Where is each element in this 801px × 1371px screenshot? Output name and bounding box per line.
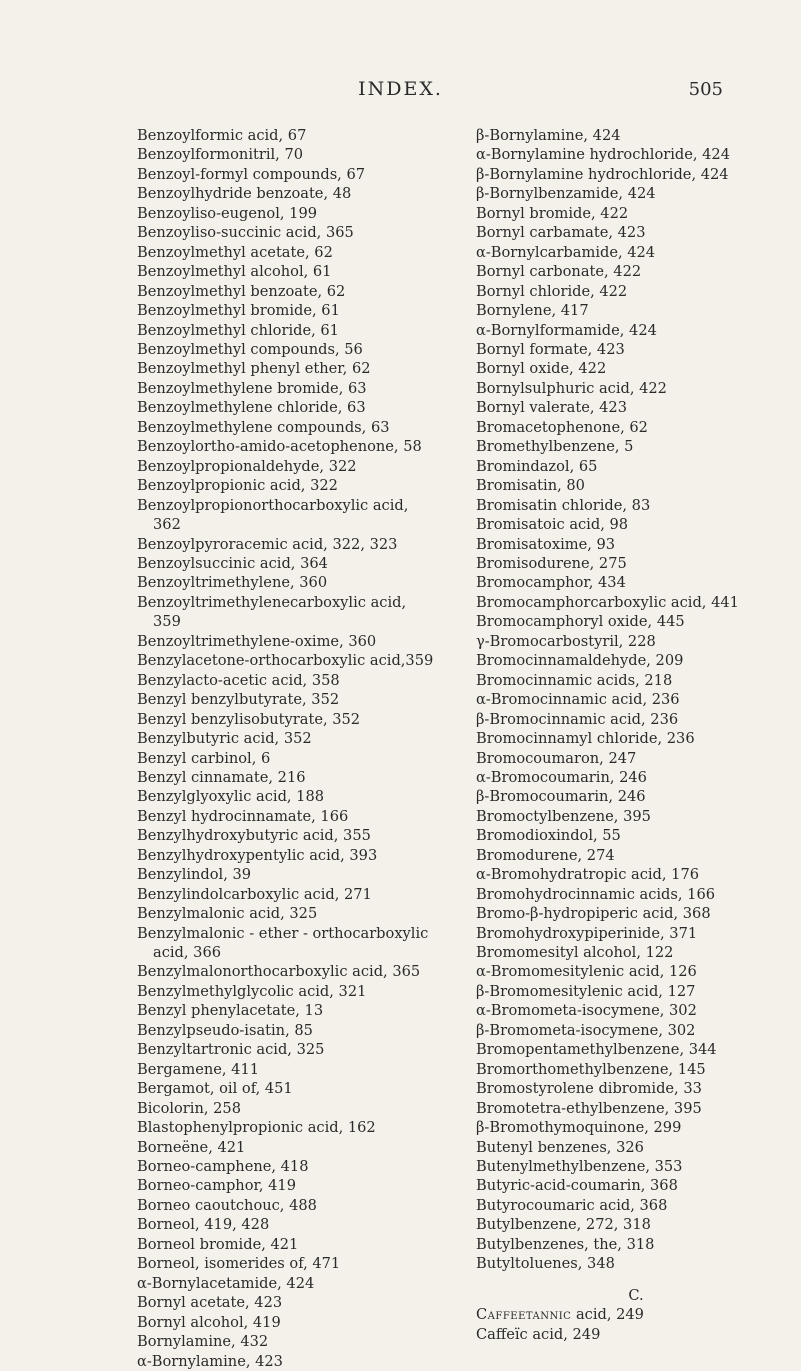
index-entry: Bromohydrocinnamic acids, 166 (476, 885, 716, 903)
index-entry: Benzylacto-acetic acid, 358 (137, 671, 340, 689)
index-entry: Bromisodurene, 275 (476, 554, 627, 572)
index-entry: 362 (153, 516, 181, 534)
index-entry: Benzoyltrimethylenecarboxylic acid, (137, 593, 407, 611)
index-entry: Bromisatin chloride, 83 (476, 496, 651, 514)
index-entry: Bromisatoxime, 93 (476, 535, 616, 553)
index-entry: Benzoyl-formyl compounds, 67 (137, 165, 366, 183)
index-entry: α-Bromocoumarin, 246 (476, 768, 647, 786)
index-entry: Benzoylhydride benzoate, 48 (137, 185, 352, 203)
right-entries-list (476, 126, 796, 1274)
left-index-column (137, 126, 467, 1371)
index-entry: Benzylmethylglycolic acid, 321 (137, 982, 367, 1000)
index-entry-rest: acid, 249 (571, 1306, 644, 1324)
index-entry: Benzyl benzylbutyrate, 352 (137, 691, 340, 709)
index-entry: Bromocinnamaldehyde, 209 (476, 652, 684, 670)
index-entry: Butyrocoumaric acid, 368 (476, 1196, 668, 1214)
index-entry: Bromindazol, 65 (476, 457, 598, 475)
index-entry: α-Bornylformamide, 424 (476, 321, 657, 339)
index-entry: Benzoyliso-succinic acid, 365 (137, 224, 354, 242)
index-entry: Bornyl carbonate, 422 (476, 263, 642, 281)
index-entry: Bromocamphorcarboxylic acid, 441 (476, 593, 739, 611)
index-entry: Borneol, isomerides of, 471 (137, 1255, 341, 1273)
index-entry: Benzoylmethyl benzoate, 62 (137, 282, 346, 300)
index-entry: Benzylmalonic - ether - orthocarboxylic (137, 924, 429, 942)
index-entry: Borneo-camphor, 419 (137, 1177, 296, 1195)
index-entry: Bromacetophenone, 62 (476, 418, 648, 436)
index-entry: Bromisatoic acid, 98 (476, 516, 629, 534)
index-entry: Bornyl bromide, 422 (476, 204, 629, 222)
index-entry: Benzoylpyroracemic acid, 322, 323 (137, 535, 398, 553)
index-entry: Benzoylformic acid, 67 (137, 127, 307, 144)
index-entry: Benzoylmethylene chloride, 63 (137, 399, 366, 417)
index-entry: α-Bornylacetamide, 424 (137, 1274, 315, 1292)
index-entry: Benzoylmethylene bromide, 63 (137, 379, 367, 397)
index-entry: Bromoctylbenzene, 395 (476, 807, 651, 825)
index-entry: Benzyl carbinol, 6 (137, 749, 271, 767)
index-entry: Borneo caoutchouc, 488 (137, 1196, 317, 1214)
index-entry: γ-Bromocarbostyril, 228 (476, 632, 656, 650)
index-entry: Bornyl carbamate, 423 (476, 224, 646, 242)
index-entry: Benzylhydroxypentylic acid, 393 (137, 846, 378, 864)
index-entry: Benzoyltrimethylene, 360 (137, 574, 328, 592)
index-entry: Bornyl acetate, 423 (137, 1294, 283, 1312)
index-entry: Butenylmethylbenzene, 353 (476, 1158, 683, 1176)
index-entry: α-Bromohydratropic acid, 176 (476, 866, 700, 884)
page-header (0, 78, 801, 108)
index-entry: Benzylmalonorthocarboxylic acid, 365 (137, 963, 421, 981)
index-entry: Bromisatin, 80 (476, 477, 585, 495)
index-entry: Bromodioxindol, 55 (476, 827, 621, 845)
index-entry: α-Bromomesitylenic acid, 126 (476, 963, 697, 981)
index-entry: Benzyl hydrocinnamate, 166 (137, 807, 349, 825)
index-entry: Benzoyliso-eugenol, 199 (137, 204, 318, 222)
index-entry (476, 1305, 796, 1324)
index-entry: Benzyl cinnamate, 216 (137, 768, 306, 786)
index-entry: Butylbenzene, 272, 318 (476, 1216, 651, 1234)
index-entry: β-Bromometa-isocymene, 302 (476, 1021, 696, 1039)
index-entry: Bromomesityl alcohol, 122 (476, 944, 674, 962)
page-number: 505 (688, 79, 723, 100)
index-entry: Benzylindol, 39 (137, 866, 252, 884)
index-entry: Benzylmalonic acid, 325 (137, 905, 318, 923)
index-entry: α-Bornylamine, 423 (137, 1352, 283, 1370)
index-entry: Benzoylformonitril, 70 (137, 146, 304, 164)
index-entry: Bornylamine, 432 (137, 1333, 269, 1351)
index-entry: Bromorthomethylbenzene, 145 (476, 1060, 706, 1078)
index-entry: Benzylpseudo-isatin, 85 (137, 1021, 313, 1039)
index-entry: β-Bornylamine hydrochloride, 424 (476, 165, 729, 183)
index-entry: Bromocoumaron, 247 (476, 749, 637, 767)
index-entry-head: Caffeetannic (476, 1306, 572, 1324)
index-entry: Bornyl chloride, 422 (476, 282, 628, 300)
index-entry: β-Bromothymoquinone, 299 (476, 1119, 682, 1137)
index-entry: Caffeïc acid, 249 (476, 1325, 601, 1343)
index-entry: α-Bornylcarbamide, 424 (476, 243, 656, 261)
index-entry: Bornyl alcohol, 419 (137, 1313, 281, 1331)
index-entry: Benzoylmethyl bromide, 61 (137, 302, 340, 320)
section-letter-c: C. (628, 1286, 644, 1304)
index-entry: Benzoylmethyl acetate, 62 (137, 243, 333, 261)
index-entry: Benzoylpropionic acid, 322 (137, 477, 338, 495)
index-entry: Bromostyrolene dibromide, 33 (476, 1080, 702, 1098)
index-entry: Borneo-camphene, 418 (137, 1158, 309, 1176)
index-entry: Benzylindolcarboxylic acid, 271 (137, 885, 372, 903)
index-entry: Bromocamphor, 434 (476, 574, 626, 592)
index-entry: Butyltoluenes, 348 (476, 1255, 615, 1273)
index-entry: Benzylacetone-orthocarboxylic acid,359 (137, 652, 434, 670)
index-entry: Benzyltartronic acid, 325 (137, 1041, 325, 1059)
index-entry: Bromotetra-ethylbenzene, 395 (476, 1099, 702, 1117)
index-entry: Bromocamphoryl oxide, 445 (476, 613, 685, 631)
index-entry: Benzylhydroxybutyric acid, 355 (137, 827, 371, 845)
index-entry: Borneol bromide, 421 (137, 1235, 299, 1253)
index-entry: Bromocinnamic acids, 218 (476, 671, 673, 689)
index-entry: Bromohydroxypiperinide, 371 (476, 924, 698, 942)
index-entry: Benzoylortho-amido-acetophenone, 58 (137, 438, 422, 456)
right-index-column (476, 126, 796, 1344)
index-entry: β-Bromocoumarin, 246 (476, 788, 646, 806)
index-entry: Bornyl valerate, 423 (476, 399, 627, 417)
index-entry: Bergamene, 411 (137, 1060, 260, 1078)
index-entry: Butenyl benzenes, 326 (476, 1138, 644, 1156)
index-entry: α-Bromocinnamic acid, 236 (476, 691, 680, 709)
index-entry: Benzoylsuccinic acid, 364 (137, 554, 328, 572)
index-entry: Bornyl formate, 423 (476, 340, 625, 358)
index-entry: Butyric-acid-coumarin, 368 (476, 1177, 678, 1195)
index-entry: Bornylsulphuric acid, 422 (476, 379, 667, 397)
index-entry: β-Bromomesitylenic acid, 127 (476, 982, 696, 1000)
index-entry: Bromo-β-hydropiperic acid, 368 (476, 905, 711, 923)
index-entry: β-Bromocinnamic acid, 236 (476, 710, 679, 728)
page-title: INDEX. (358, 78, 443, 100)
index-entry: Benzyl phenylacetate, 13 (137, 1002, 324, 1020)
index-entry: Borneëne, 421 (137, 1138, 246, 1156)
index-entry: Benzylglyoxylic acid, 188 (137, 788, 325, 806)
index-entry: Bromethylbenzene, 5 (476, 438, 634, 456)
index-entry: Bornylene, 417 (476, 302, 589, 320)
index-entry: Bergamot, oil of, 451 (137, 1080, 293, 1098)
index-entry: Benzoylmethyl chloride, 61 (137, 321, 339, 339)
index-entry: Bromodurene, 274 (476, 846, 615, 864)
index-entry: acid, 366 (153, 944, 222, 962)
index-entry: Benzoylmethylene compounds, 63 (137, 418, 390, 436)
index-entry: Blastophenylpropionic acid, 162 (137, 1119, 376, 1137)
index-entry: Benzoylmethyl compounds, 56 (137, 340, 363, 358)
index-entry: Benzylbutyric acid, 352 (137, 730, 312, 748)
index-entry: Bromocinnamyl chloride, 236 (476, 730, 695, 748)
index-entry: β-Bornylbenzamide, 424 (476, 185, 656, 203)
index-entry: Borneol, 419, 428 (137, 1216, 270, 1234)
index-entry: 359 (153, 613, 181, 631)
index-entry: Benzoyltrimethylene-oxime, 360 (137, 632, 377, 650)
index-entry: Benzoylpropionaldehyde, 322 (137, 457, 357, 475)
index-entry: Benzoylmethyl phenyl ether, 62 (137, 360, 371, 378)
index-entry: Bornyl oxide, 422 (476, 360, 607, 378)
index-entry: Benzyl benzylisobutyrate, 352 (137, 710, 361, 728)
index-entry: Butylbenzenes, the, 318 (476, 1235, 655, 1253)
index-entry: Benzoylmethyl alcohol, 61 (137, 263, 332, 281)
index-entry: α-Bromometa-isocymene, 302 (476, 1002, 697, 1020)
index-entry: Bicolorin, 258 (137, 1099, 241, 1117)
index-entry: Bromopentamethylbenzene, 344 (476, 1041, 717, 1059)
index-entry: β-Bornylamine, 424 (476, 127, 621, 144)
index-entry: α-Bornylamine hydrochloride, 424 (476, 146, 730, 164)
index-entry: Benzoylpropionorthocarboxylic acid, (137, 496, 409, 514)
